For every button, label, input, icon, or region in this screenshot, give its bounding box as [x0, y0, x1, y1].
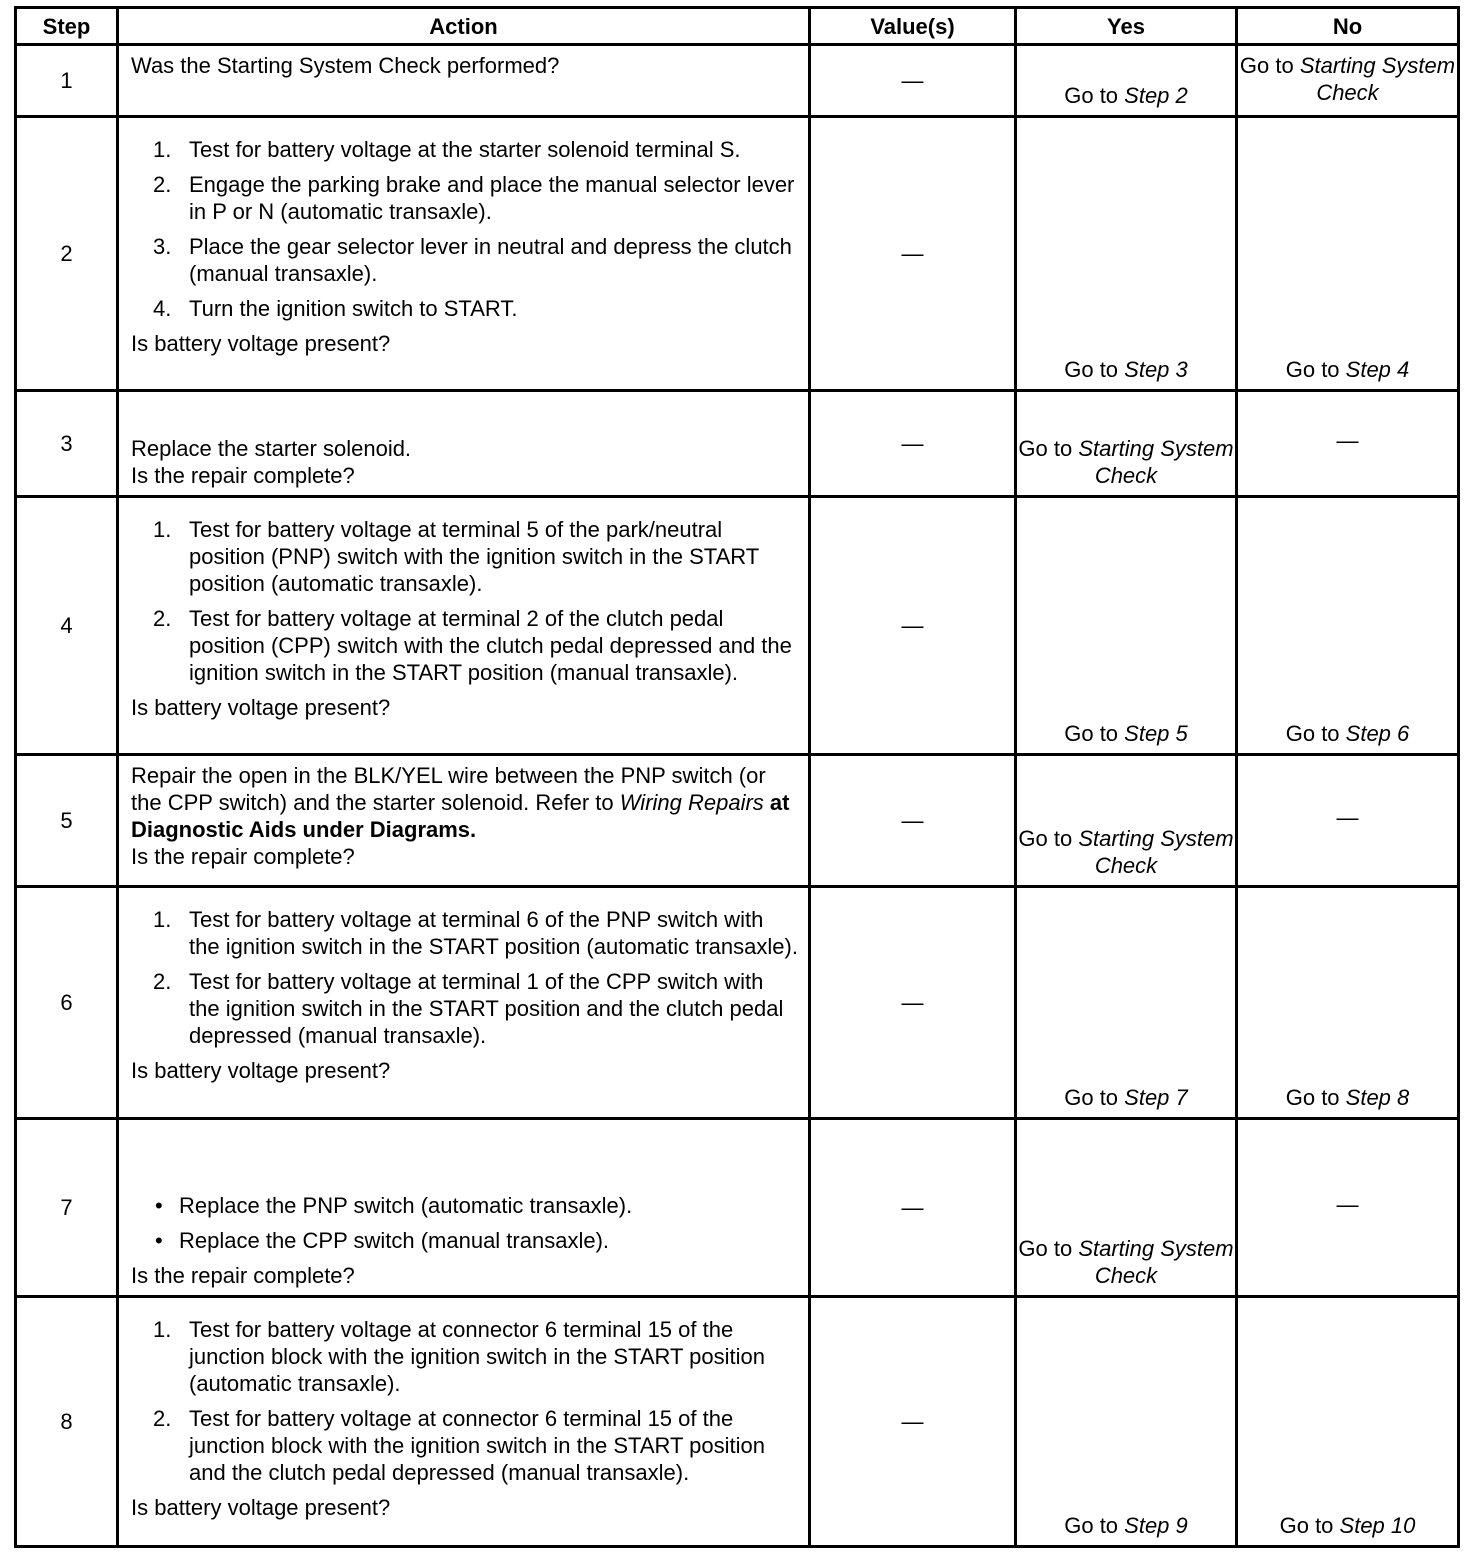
yes-prefix: Go to	[1018, 826, 1079, 851]
no-cell: —	[1237, 1119, 1459, 1297]
procedure-item: Place the gear selector lever in neutral and depress the clutch (manual transaxle).	[189, 234, 792, 286]
yes-cell	[1016, 117, 1237, 391]
action-question: Is battery voltage present?	[131, 1495, 391, 1520]
step-number: 3	[16, 391, 118, 497]
yes-cell	[1016, 497, 1237, 755]
step-number: 5	[16, 755, 118, 887]
action-question: Is battery voltage present?	[131, 331, 391, 356]
action-question: Is the repair complete?	[131, 844, 355, 869]
no-target-link[interactable]: Starting System Check	[1299, 53, 1456, 105]
table-row	[16, 45, 1459, 117]
bullet-item: • Replace the PNP switch (automatic transaxle).	[131, 1192, 798, 1219]
action-cell	[118, 117, 810, 391]
action-cell	[118, 1119, 810, 1297]
value-cell: —	[810, 887, 1016, 1119]
yes-cell	[1016, 755, 1237, 887]
yes-target-link[interactable]: Step 9	[1124, 1513, 1188, 1538]
action-cell	[118, 887, 810, 1119]
procedure-list	[131, 1316, 798, 1486]
procedure-list	[131, 516, 798, 686]
wiring-repairs-link[interactable]: Wiring Repairs	[619, 790, 764, 815]
yes-prefix: Go to	[1064, 1085, 1125, 1110]
yes-cell	[1016, 391, 1237, 497]
no-target-link[interactable]: Step 8	[1345, 1085, 1410, 1110]
procedure-item: Engage the parking brake and place the manual selector lever in P or N (automatic transaxle).	[189, 172, 795, 224]
step-number: 7	[16, 1119, 118, 1297]
action-text: Replace the starter solenoid.	[131, 436, 412, 461]
action-question: Is battery voltage present?	[131, 1058, 391, 1083]
value-cell: —	[810, 391, 1016, 497]
yes-target-link[interactable]: Starting System Check	[1078, 826, 1234, 878]
yes-prefix: Go to	[1064, 357, 1125, 382]
action-question: Was the Starting System Check performed?	[131, 53, 560, 78]
procedure-list	[131, 136, 798, 322]
yes-prefix: Go to	[1064, 83, 1125, 108]
value-cell: —	[810, 497, 1016, 755]
no-target-link[interactable]: Step 10	[1339, 1513, 1416, 1538]
no-prefix: Go to	[1285, 721, 1346, 746]
procedure-item: Test for battery voltage at terminal 5 of the park/neutral position (PNP) switch with the ignition switch in the START position (automatic transaxle).	[189, 517, 759, 596]
no-cell	[1237, 117, 1459, 391]
action-question: Is the repair complete?	[131, 463, 355, 488]
value-cell: —	[810, 117, 1016, 391]
yes-cell	[1016, 1119, 1237, 1297]
step-number: 6	[16, 887, 118, 1119]
action-text-part: Repair the open in the BLK/YEL wire between the PNP switch (or the CPP switch) and the starter solenoid. Refer to	[131, 763, 766, 815]
yes-target-link[interactable]: Step 7	[1124, 1085, 1188, 1110]
table-row	[16, 755, 1459, 887]
action-cell	[118, 391, 810, 497]
no-prefix: Go to	[1239, 53, 1300, 78]
bullet-item: • Replace the CPP switch (manual transaxle).	[131, 1227, 798, 1254]
step-number: 4	[16, 497, 118, 755]
value-cell: —	[810, 755, 1016, 887]
no-cell: —	[1237, 755, 1459, 887]
procedure-item: Turn the ignition switch to START.	[189, 296, 518, 321]
no-cell	[1237, 887, 1459, 1119]
value-cell: —	[810, 1297, 1016, 1547]
action-question: Is battery voltage present?	[131, 695, 391, 720]
yes-cell	[1016, 1297, 1237, 1547]
yes-target-link[interactable]: Step 2	[1124, 83, 1188, 108]
no-cell: —	[1237, 391, 1459, 497]
step-number: 8	[16, 1297, 118, 1547]
no-target-link[interactable]: Step 4	[1345, 357, 1410, 382]
header-step: Step	[16, 8, 118, 45]
header-yes: Yes	[1016, 8, 1237, 45]
yes-cell	[1016, 45, 1237, 117]
header-values: Value(s)	[810, 8, 1016, 45]
procedure-list	[131, 906, 798, 1049]
table-row	[16, 117, 1459, 391]
no-cell	[1237, 45, 1459, 117]
procedure-item: Test for battery voltage at terminal 1 of the CPP switch with the ignition switch in the START position and the clutch pedal depressed (manual transaxle).	[189, 969, 784, 1048]
yes-cell	[1016, 887, 1237, 1119]
yes-prefix: Go to	[1018, 436, 1079, 461]
no-prefix: Go to	[1285, 357, 1346, 382]
header-action: Action	[118, 8, 810, 45]
table-row	[16, 1297, 1459, 1547]
value-cell: —	[810, 1119, 1016, 1297]
value-cell: —	[810, 45, 1016, 117]
no-prefix: Go to	[1285, 1085, 1346, 1110]
table-row	[16, 887, 1459, 1119]
diagnostic-table	[14, 6, 1460, 1548]
yes-prefix: Go to	[1064, 721, 1125, 746]
yes-prefix: Go to	[1018, 1236, 1079, 1261]
table-row	[16, 391, 1459, 497]
action-cell	[118, 1297, 810, 1547]
procedure-item: Test for battery voltage at terminal 6 of the PNP switch with the ignition switch in the START position (automatic transaxle).	[189, 907, 798, 959]
action-cell	[118, 497, 810, 755]
action-cell	[118, 755, 810, 887]
procedure-item: Test for battery voltage at connector 6 terminal 15 of the junction block with the ignition switch in the START position and the clutch pedal depressed (manual transaxle).	[189, 1406, 765, 1485]
table-row	[16, 1119, 1459, 1297]
yes-prefix: Go to	[1064, 1513, 1125, 1538]
header-no: No	[1237, 8, 1459, 45]
procedure-item: Test for battery voltage at terminal 2 of the clutch pedal position (CPP) switch with the clutch pedal depressed and the ignition switch in the START position (manual transaxle).	[189, 606, 792, 685]
yes-target-link[interactable]: Starting System Check	[1078, 1236, 1234, 1288]
procedure-item: Test for battery voltage at connector 6 terminal 15 of the junction block with the ignition switch in the START position (automatic transaxle).	[189, 1317, 765, 1396]
table-row	[16, 497, 1459, 755]
bullet-list	[131, 1192, 798, 1254]
no-target-link[interactable]: Step 6	[1345, 721, 1410, 746]
action-text-part: at Diagnostic Aids under Diagrams.	[131, 790, 790, 842]
action-question: Is the repair complete?	[131, 1263, 355, 1288]
no-cell	[1237, 497, 1459, 755]
yes-target-link[interactable]: Starting System Check	[1078, 436, 1234, 488]
no-cell	[1237, 1297, 1459, 1547]
step-number: 1	[16, 45, 118, 117]
no-prefix: Go to	[1279, 1513, 1340, 1538]
step-number: 2	[16, 117, 118, 391]
procedure-item: Test for battery voltage at the starter solenoid terminal S.	[189, 137, 741, 162]
yes-target-link[interactable]: Step 3	[1124, 357, 1188, 382]
yes-target-link[interactable]: Step 5	[1124, 721, 1188, 746]
header-row	[16, 8, 1459, 45]
action-text	[131, 762, 798, 843]
action-cell	[118, 45, 810, 117]
